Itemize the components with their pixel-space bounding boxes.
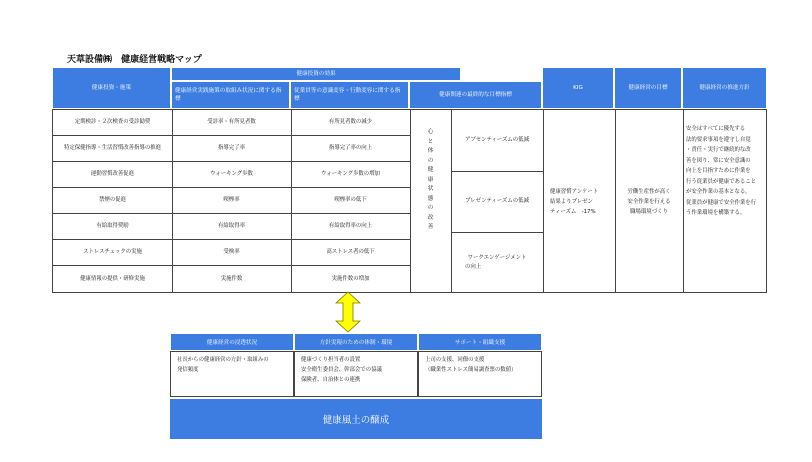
measure-cell: 運動習慣改善促進 [90,170,135,177]
strategy-map-table [52,67,767,293]
header-measures: 健康投資・施策 [52,67,171,109]
measure-cell: 有給取得奨励 [96,222,129,229]
measure-cell: 禁煙の促進 [99,196,126,203]
title-text: 健康経営戦略マップ [121,55,202,65]
behavior-cell: 喫煙率の低下 [334,196,367,203]
behavior-cell: ウォーキング歩数の増加 [321,170,380,177]
header-policy: 健康経営の推進方針 [682,67,767,109]
header-goal: 健康経営の目標 [614,67,682,109]
bottom-cell-support: 上司の支援、同僚の支援 （職業性ストレス簡易調査票の数値） [418,351,542,397]
indicator-cell: 受診率・有所見者数 [207,119,256,125]
final-goal-presenteeism: プレゼンティーズムの低減 [465,198,529,204]
header-kig: KIG [542,67,614,109]
bottom-header-support: サポート・組織支援 [418,333,542,351]
policy-cell: 安全はすべてに優先する 法的要求事項を遵守し自覚 ・責任・実行で継続的な改 善を図り、常に安全意識の 向上を目指すために作業を 行う従業員が健康であること が安全作業の基本となる。 従業員が健康で安全作業を行 う作業環境を構築する。 [686,126,757,216]
measure-cell: 健康情報の提供・研修実施 [80,275,145,282]
bottom-header-structure: 方針実現のための体制・環境 [294,333,418,351]
indicator-cell: 受検率 [223,248,240,255]
culture-block [170,333,542,439]
final-goal-absenteeism: アブセンティーズムの低減 [465,137,529,143]
final-goal-engagement: ワークエンゲージメント の向上 [465,254,527,270]
indicator-cell: 喫煙率 [223,196,240,203]
table-body [52,109,767,293]
indicator-cell: 有給取得率 [218,222,245,229]
header-effect-group: 健康投資の効果 [171,67,461,81]
indicator-cell: 実施件数 [220,275,243,282]
bottom-cell-structure: 健康づくり担当者の設置 安全衛生委員会、幹部会での協議 保険者、自治体との連携 [294,351,418,397]
measure-cell: 特定保健指導・生活習慣改善指導の推進 [63,144,162,151]
indicator-cell: 指導完了率 [218,144,245,151]
page-title [67,52,202,65]
vertical-goal-label: 心 と 体 の 健 康 状 態 の 改 善 [427,129,434,230]
double-arrow-icon [335,291,361,333]
bottom-cell-penetration: 社長からの健康経営の方針・取組みの 発信頻度 [170,351,294,397]
measure-cell: ストレスチェックの実施 [83,248,142,255]
goal-cell: 労働生産性が高く 安全作業を行える 職場環境づくり [627,188,671,215]
behavior-cell: 有給取得率の向上 [328,222,373,229]
kig-cell: 健康習慣アンケート 結果よりプレゼン ティーズム -17% [550,188,599,215]
company-name: 天草設備㈱ [67,55,113,65]
behavior-cell: 高ストレス者の低下 [326,248,375,255]
header-indicator: 健康経営実践施策の取組み状況に関する指標 [171,81,290,109]
behavior-cell: 実施件数の増加 [331,275,370,282]
culture-banner: 健康風土の醸成 [170,399,542,439]
indicator-cell: ウォーキング歩数 [210,170,253,177]
bottom-header-penetration: 健康経営の浸透状況 [170,333,294,351]
header-final-goal: 健康関連の最終的な目標指標 [409,81,542,109]
behavior-cell: 有所見者数の減少 [328,119,373,125]
measure-cell: 定期検診・２次検査の受診勧奨 [74,119,151,125]
header-behavior: 従業員等の意識変容・行動変容に関する指標 [290,81,409,109]
behavior-cell: 指導完了率の向上 [328,144,373,151]
